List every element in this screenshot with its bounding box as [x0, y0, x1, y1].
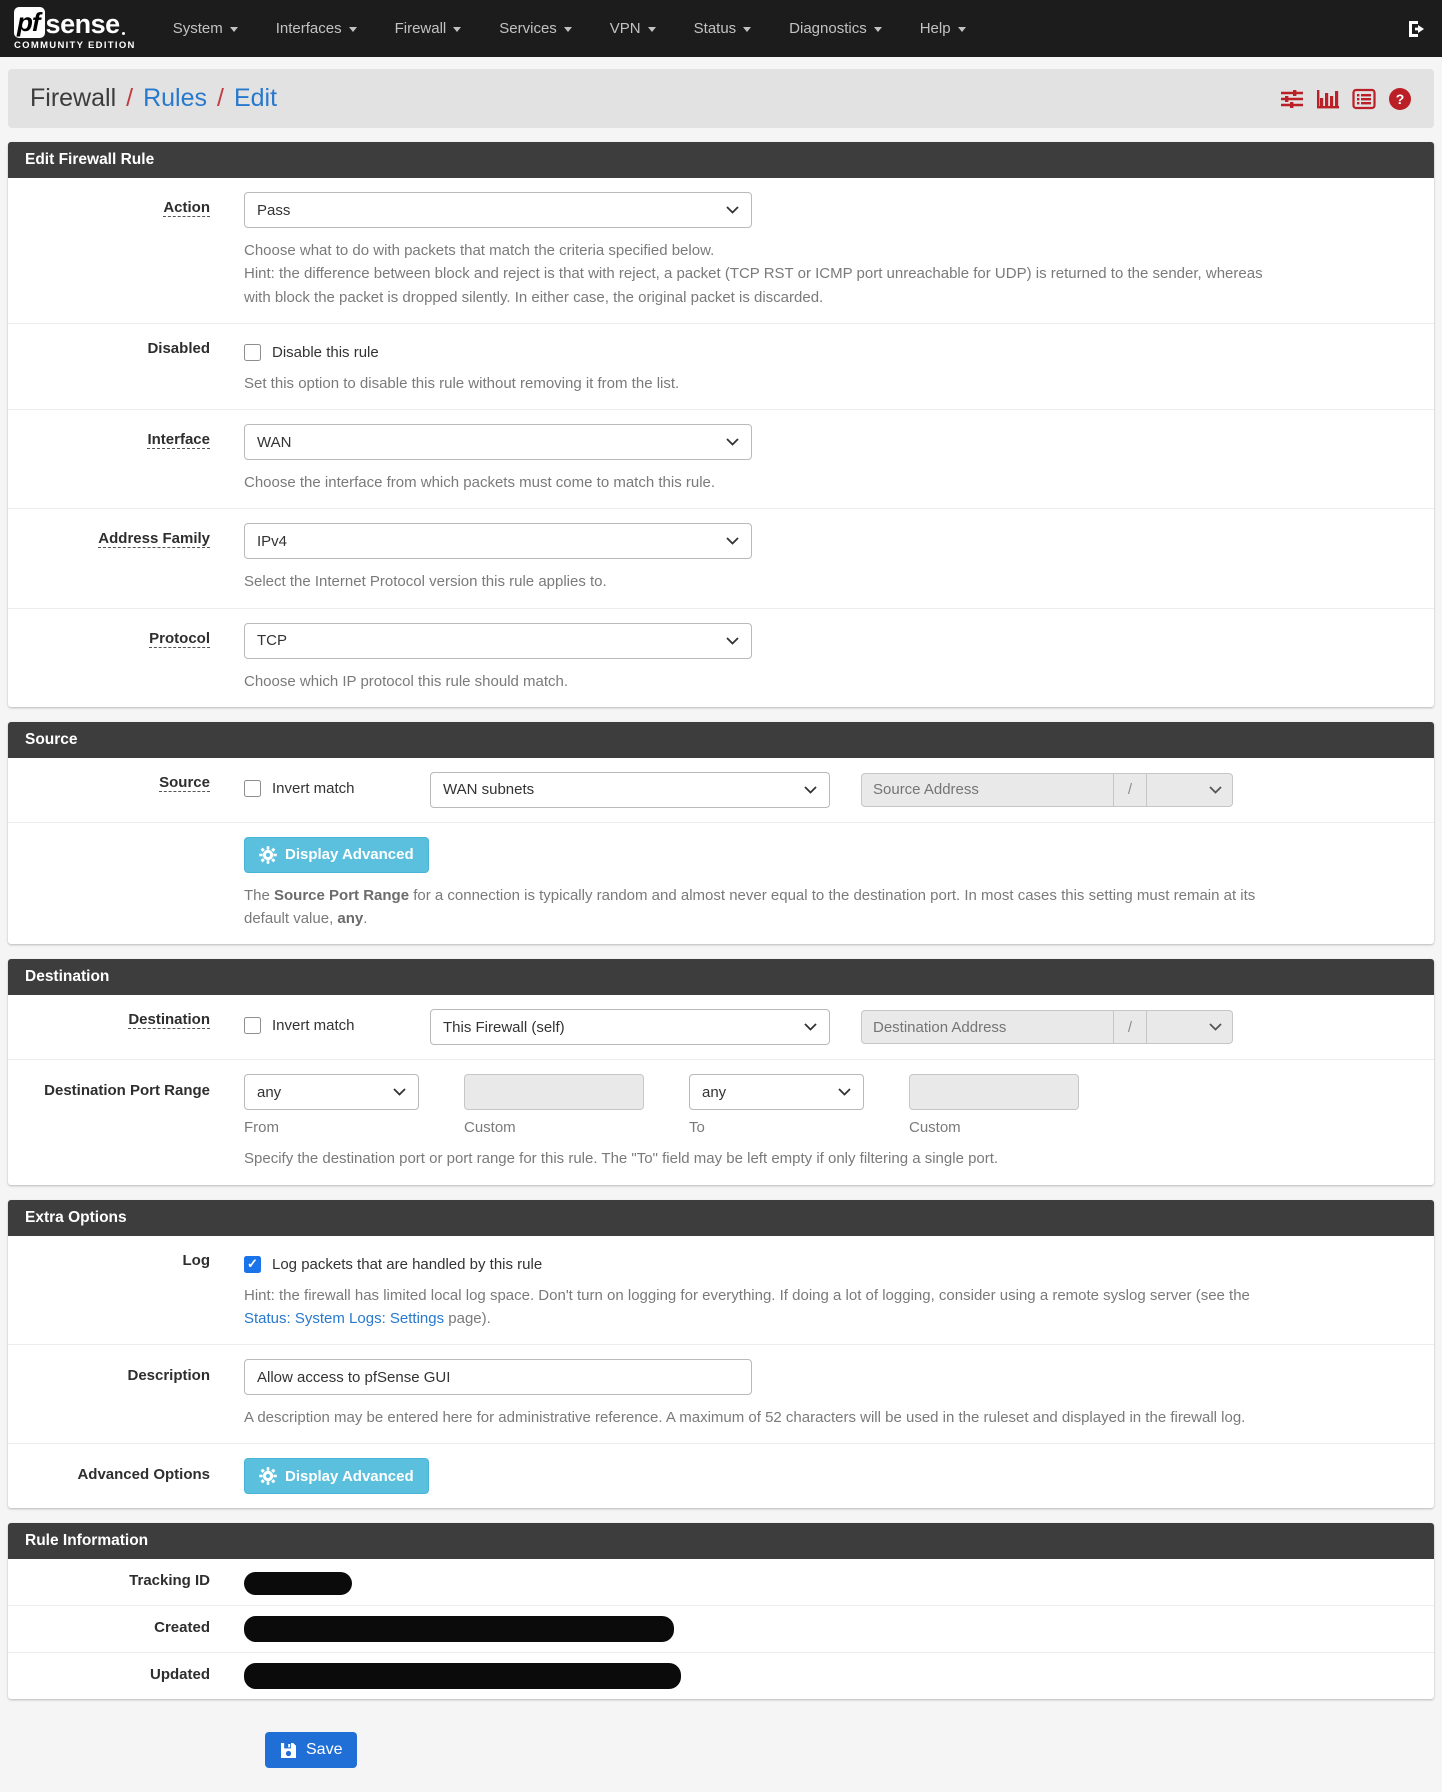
panel-title: Rule Information — [8, 1523, 1434, 1559]
row-protocol — [8, 608, 1434, 707]
panel-title: Source — [8, 722, 1434, 758]
interface-label[interactable]: Interface — [147, 431, 210, 448]
log-label: Log — [182, 1251, 210, 1269]
logo-pf: pf — [14, 7, 45, 38]
source-mask-select[interactable] — [1147, 773, 1233, 807]
breadcrumb-bar — [8, 69, 1434, 128]
display-advanced-button[interactable]: Display Advanced — [244, 1458, 429, 1494]
gear-icon — [259, 846, 277, 864]
port-custom2-caption: Custom — [909, 1119, 961, 1137]
pfsense-logo[interactable] — [14, 7, 136, 51]
chevron-down-icon — [648, 27, 656, 32]
destination-address-group — [861, 1010, 1233, 1044]
port-custom-caption: Custom — [464, 1119, 516, 1137]
source-label[interactable]: Source — [159, 773, 210, 791]
action-label[interactable]: Action — [163, 199, 210, 216]
destination-port-range-help: Specify the destination port or port range for this rule. The "To" field may be left empty if only filtering a single port. — [244, 1150, 999, 1168]
panel-destination — [8, 959, 1434, 1184]
breadcrumb — [30, 84, 277, 113]
system-logs-settings-link[interactable]: Status: System Logs: Settings — [244, 1309, 445, 1327]
logout-button[interactable] — [1406, 18, 1428, 40]
floppy-disk-icon — [280, 1742, 297, 1759]
description-help: A description may be entered here for administrative reference. A maximum of 52 characters will be used in the ruleset and displayed in the firewall log. — [244, 1409, 1246, 1426]
row-tracking-id — [8, 1559, 1434, 1605]
source-invert-label: Invert match — [272, 779, 355, 797]
source-display-advanced-button[interactable]: Display Advanced — [244, 837, 429, 873]
protocol-help: Choose which IP protocol this rule should match. — [244, 672, 569, 690]
menu-firewall[interactable]: Firewall — [376, 0, 481, 57]
chevron-down-icon — [874, 27, 882, 32]
destination-port-range-label: Destination Port Range — [44, 1082, 210, 1100]
action-select[interactable]: Pass — [244, 192, 752, 228]
row-source — [8, 758, 1434, 822]
interface-help: Choose the interface from which packets must come to match this rule. — [244, 474, 716, 491]
updated-redacted-value — [244, 1663, 681, 1689]
description-label: Description — [127, 1367, 210, 1384]
menu-help[interactable]: Help — [901, 0, 985, 57]
chevron-down-icon — [726, 537, 739, 545]
description-input[interactable] — [244, 1359, 752, 1395]
tracking-id-label: Tracking ID — [129, 1572, 210, 1590]
port-from-caption: From — [244, 1119, 279, 1137]
menu-vpn[interactable]: VPN — [591, 0, 675, 57]
row-disabled — [8, 323, 1434, 409]
logo-trademark-dot — [122, 32, 125, 35]
port-from-custom-input[interactable] — [464, 1074, 644, 1110]
port-to-select[interactable]: any — [689, 1074, 864, 1110]
port-from-select[interactable]: any — [244, 1074, 419, 1110]
chevron-down-icon — [726, 637, 739, 645]
destination-type-select[interactable]: This Firewall (self) — [430, 1009, 830, 1045]
destination-mask-select[interactable] — [1147, 1010, 1233, 1044]
disable-rule-checkbox-label: Disable this rule — [272, 343, 379, 361]
log-checkbox[interactable] — [244, 1250, 1417, 1273]
chevron-down-icon — [1209, 786, 1222, 794]
created-redacted-value — [244, 1616, 674, 1642]
chevron-down-icon — [349, 27, 357, 32]
breadcrumb-separator: / — [217, 84, 224, 112]
port-to-caption: To — [689, 1119, 705, 1137]
menu-interfaces[interactable]: Interfaces — [257, 0, 376, 57]
address-family-select[interactable]: IPv4 — [244, 523, 752, 559]
log-hint: Hint: the firewall has limited local log space. Don't turn on logging for everything. If doing a lot of logging, consider using a remote syslog server (see the Status: System Logs: Settings page). — [244, 1286, 1250, 1327]
chevron-down-icon — [1209, 1023, 1222, 1031]
menu-status[interactable]: Status — [675, 0, 771, 57]
source-address-group — [861, 773, 1233, 807]
protocol-label[interactable]: Protocol — [149, 629, 210, 647]
breadcrumb-link-rules[interactable]: Rules — [143, 84, 207, 112]
address-family-label[interactable]: Address Family — [98, 530, 210, 548]
chevron-down-icon — [804, 786, 817, 794]
panel-extra-options — [8, 1200, 1434, 1509]
destination-invert-label: Invert match — [272, 1017, 355, 1035]
checkbox-checked[interactable]: ✓ — [244, 1256, 261, 1273]
help-circle-icon[interactable] — [1388, 87, 1412, 111]
row-action — [8, 178, 1434, 323]
save-button[interactable]: Save — [265, 1732, 357, 1768]
breadcrumb-separator: / — [126, 84, 134, 112]
list-icon[interactable] — [1352, 88, 1376, 110]
mask-separator: / — [1114, 1010, 1147, 1044]
chevron-down-icon — [393, 1088, 406, 1096]
breadcrumb-root: Firewall — [30, 84, 117, 112]
interface-select[interactable]: WAN — [244, 424, 752, 460]
panel-rule-information — [8, 1523, 1434, 1699]
source-port-range-help: The Source Port Range for a connection is typically random and almost never equal to the destination port. In most cases this setting must remain at its default value, any. — [244, 886, 1256, 927]
row-destination — [8, 995, 1434, 1059]
logo-edition: COMMUNITY EDITION — [14, 39, 136, 51]
panel-title: Extra Options — [8, 1200, 1434, 1236]
row-advanced-options — [8, 1443, 1434, 1508]
disable-rule-checkbox[interactable] — [244, 338, 1417, 361]
row-source-advanced — [8, 822, 1434, 945]
row-log — [8, 1236, 1434, 1345]
port-to-custom-input[interactable] — [909, 1074, 1079, 1110]
destination-invert-checkbox[interactable] — [244, 1009, 430, 1034]
mask-separator: / — [1114, 773, 1147, 807]
source-type-select[interactable]: WAN subnets — [430, 772, 830, 808]
updated-label: Updated — [150, 1666, 210, 1684]
chevron-down-icon — [230, 27, 238, 32]
log-checkbox-label: Log packets that are handled by this rule — [272, 1255, 543, 1273]
checkbox-unchecked[interactable] — [244, 780, 261, 797]
checkbox-unchecked[interactable] — [244, 344, 261, 361]
row-updated — [8, 1652, 1434, 1699]
chevron-down-icon — [564, 27, 572, 32]
destination-address-input[interactable] — [861, 1010, 1114, 1044]
panel-title: Destination — [8, 959, 1434, 995]
breadcrumb-link-edit[interactable]: Edit — [233, 84, 278, 112]
menu-services[interactable]: Services — [480, 0, 591, 57]
menu-diagnostics[interactable]: Diagnostics — [770, 0, 901, 57]
created-label: Created — [154, 1619, 210, 1637]
top-navbar — [0, 0, 1442, 57]
chevron-down-icon — [726, 206, 739, 214]
row-destination-port-range — [8, 1059, 1434, 1184]
disabled-help: Set this option to disable this rule without removing it from the list. — [244, 374, 680, 392]
sliders-icon[interactable] — [1280, 88, 1304, 110]
source-invert-checkbox[interactable] — [244, 772, 430, 797]
chevron-down-icon — [804, 1023, 817, 1031]
sign-out-icon — [1406, 18, 1428, 40]
row-created — [8, 1605, 1434, 1652]
action-help: Choose what to do with packets that match the criteria specified below. Hint: the difference between block and reject is that with reject, a packet (TCP RST or ICMP port unreachable for UDP) is returned to the sender, whereas with block the packet is dropped silently. In either case, the original packet is discarded. — [244, 242, 1263, 306]
panel-title: Edit Firewall Rule — [8, 142, 1434, 178]
advanced-options-label: Advanced Options — [77, 1466, 210, 1484]
protocol-select[interactable]: TCP — [244, 623, 752, 659]
row-interface — [8, 409, 1434, 508]
tracking-id-redacted-value — [244, 1572, 352, 1595]
address-family-help: Select the Internet Protocol version this rule applies to. — [244, 573, 607, 591]
menu-system[interactable]: System — [154, 0, 257, 57]
source-address-input[interactable] — [861, 773, 1114, 807]
bar-chart-icon[interactable] — [1316, 88, 1340, 110]
logo-sense: sense — [45, 8, 120, 39]
chevron-down-icon — [743, 27, 751, 32]
checkbox-unchecked[interactable] — [244, 1017, 261, 1034]
svg-text:?: ? — [1395, 90, 1405, 107]
panel-edit-firewall-rule — [8, 142, 1434, 707]
chevron-down-icon — [958, 27, 966, 32]
chevron-down-icon — [838, 1088, 851, 1096]
chevron-down-icon — [726, 438, 739, 446]
destination-label[interactable]: Destination — [128, 1011, 210, 1029]
gear-icon — [259, 1467, 277, 1485]
row-description — [8, 1344, 1434, 1443]
panel-source — [8, 722, 1434, 945]
row-address-family — [8, 508, 1434, 607]
disabled-label: Disabled — [147, 339, 210, 357]
chevron-down-icon — [453, 27, 461, 32]
